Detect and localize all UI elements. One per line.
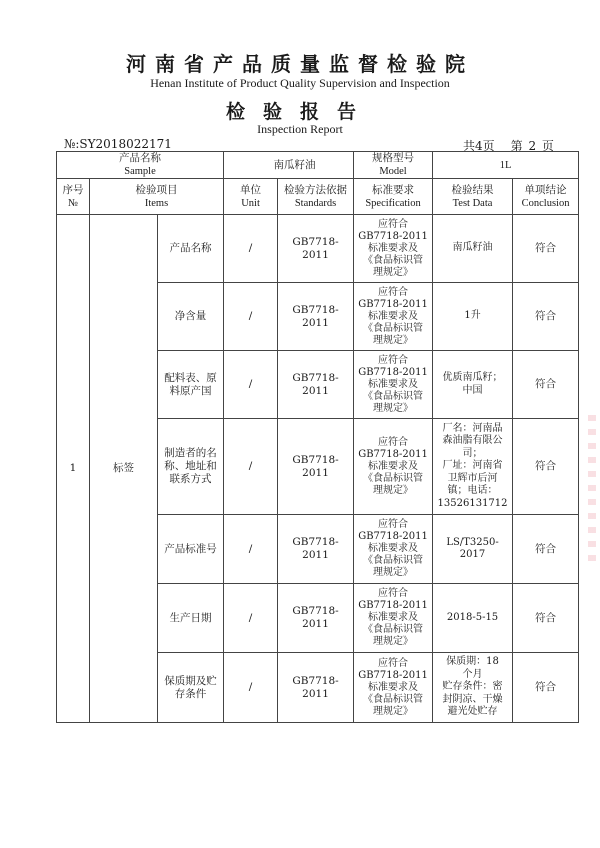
col-conclusion-cn: 单项结论 — [524, 183, 567, 196]
test-data-cell-line: 保质期：18 — [446, 656, 499, 668]
specification-cell-line: 应符合 — [378, 519, 409, 530]
sub-item — [158, 351, 224, 419]
specification-cell-line: 应符合 — [378, 286, 409, 298]
sub-item-line: 产品名称 — [169, 242, 212, 254]
total-pages: 共4页 — [463, 139, 495, 153]
col-unit-cn: 单位 — [240, 183, 262, 196]
model-label-cell — [354, 152, 433, 179]
unit-cell: / — [224, 283, 278, 351]
col-unit-en: Unit — [241, 197, 260, 209]
conclusion-cell: 符合 — [513, 215, 579, 283]
sub-item-line: 存条件 — [174, 687, 207, 700]
specification-cell-line: GB7718-2011 — [358, 366, 428, 378]
sample-label-cell — [57, 152, 224, 179]
conclusion-cell: 符合 — [513, 584, 579, 653]
test-data-cell-line: LS/T3250- — [446, 536, 499, 548]
specification-cell-line: 理规定》 — [373, 636, 414, 647]
col-conclusion — [513, 179, 579, 215]
col-result-cn: 检验结果 — [451, 183, 494, 196]
specification-cell-line: 《食品标识管 — [363, 254, 424, 266]
col-items-en: Items — [144, 197, 169, 209]
specification-cell-line: 理规定》 — [373, 567, 414, 578]
table-row — [57, 215, 579, 283]
specification-cell-line: 应符合 — [378, 218, 409, 230]
specification-cell-line: 标准要求及 — [368, 460, 419, 472]
unit-cell: / — [224, 653, 278, 723]
col-unit — [224, 179, 278, 215]
standard-cell: GB7718-2011 — [278, 351, 354, 419]
test-data-cell — [433, 584, 513, 653]
specification-cell-line: GB7718-2011 — [358, 600, 428, 611]
standard-cell: GB7718-2011 — [278, 215, 354, 283]
institute-name-en: Henan Institute of Product Quality Supervision and Inspection — [150, 76, 450, 90]
model-label-en: Model — [379, 166, 407, 177]
conclusion-cell: 符合 — [513, 515, 579, 584]
sub-item — [158, 215, 224, 283]
test-data-cell-line: 13526131712 — [437, 497, 508, 509]
unit-cell: / — [224, 584, 278, 653]
sample-label-en: Sample — [124, 166, 156, 177]
sub-item-line: 产品标准号 — [164, 542, 217, 555]
test-data-cell — [433, 653, 513, 723]
specification-cell-line: 标准要求及 — [368, 681, 419, 693]
column-header-row — [57, 179, 579, 215]
conclusion-cell: 符合 — [513, 351, 579, 419]
test-data-cell-line: 司； — [462, 447, 483, 459]
col-items — [90, 179, 224, 215]
test-data-cell-line: 厂名：河南晶 — [442, 422, 503, 434]
test-data-cell — [433, 515, 513, 584]
sample-row — [57, 152, 579, 179]
group-name: 标签 — [90, 215, 158, 723]
test-data-cell-line: 避光处贮存 — [447, 706, 498, 718]
model-label-cn: 规格型号 — [372, 152, 415, 164]
col-spec-cn: 标准要求 — [372, 183, 415, 196]
standard-cell: GB7718-2011 — [278, 515, 354, 584]
sample-label-cn: 产品名称 — [119, 152, 162, 164]
specification-cell-line: 《食品标识管 — [363, 322, 424, 334]
test-data-cell-line: 1升 — [464, 310, 481, 322]
test-data-cell-line: 卫辉市后河 — [447, 472, 498, 484]
sub-item-line: 保质期及贮 — [164, 674, 217, 687]
test-data-cell-line: 封阴凉、干燥 — [442, 693, 503, 705]
sub-item-line: 配料表、原 — [164, 371, 217, 384]
specification-cell-line: 理规定》 — [373, 266, 414, 278]
sub-item-line: 净含量 — [174, 310, 207, 322]
specification-cell-line: 理规定》 — [373, 484, 414, 496]
col-result — [433, 179, 513, 215]
specification-cell-line: 应符合 — [378, 354, 409, 366]
test-data-cell-line: 2018-5-15 — [446, 611, 499, 623]
institute-name-cn: 河南省产品质量监督检验院 — [126, 52, 474, 76]
sample-value: 南瓜籽油 — [224, 152, 354, 179]
specification-cell-line: 理规定》 — [373, 334, 414, 346]
sub-item-line: 制造者的名 — [164, 447, 217, 459]
test-data-cell-line: 南瓜籽油 — [452, 242, 493, 254]
specification-cell-line: 理规定》 — [373, 705, 414, 717]
col-conclusion-en: Conclusion — [521, 197, 570, 209]
specification-cell-line: 《食品标识管 — [363, 472, 424, 484]
standard-cell: GB7718-2011 — [278, 419, 354, 515]
report-title-cn: 检验报告 — [225, 101, 374, 123]
specification-cell-line: 标准要求及 — [368, 378, 419, 390]
specification-cell-line: GB7718-2011 — [358, 298, 428, 310]
inspection-table — [56, 151, 579, 723]
specification-cell — [354, 283, 433, 351]
specification-cell — [354, 653, 433, 723]
col-no-cn: 序号 — [62, 183, 84, 196]
sub-item — [158, 283, 224, 351]
model-value: 1L — [433, 152, 579, 179]
specification-cell — [354, 515, 433, 584]
unit-cell: / — [224, 515, 278, 584]
test-data-cell-line: 个月 — [462, 668, 483, 680]
specification-cell — [354, 351, 433, 419]
specification-cell-line: 应符合 — [378, 657, 409, 669]
test-data-cell — [433, 351, 513, 419]
col-result-en: Test Data — [452, 197, 493, 209]
specification-cell-line: 标准要求及 — [368, 612, 419, 623]
standard-cell: GB7718-2011 — [278, 283, 354, 351]
sub-item-line: 称、地址和 — [164, 460, 217, 472]
specification-cell-line: GB7718-2011 — [358, 448, 428, 460]
col-standards-en: Standards — [294, 197, 337, 209]
specification-cell-line: 应符合 — [378, 588, 409, 599]
test-data-cell — [433, 215, 513, 283]
col-no-en: № — [67, 197, 79, 209]
seam-stamp — [588, 415, 596, 565]
col-standards — [278, 179, 354, 215]
sub-item — [158, 584, 224, 653]
standard-cell: GB7718-2011 — [278, 653, 354, 723]
specification-cell — [354, 419, 433, 515]
col-items-cn: 检验项目 — [135, 183, 178, 196]
specification-cell-line: 《食品标识管 — [363, 390, 424, 402]
col-no — [57, 179, 90, 215]
conclusion-cell: 符合 — [513, 653, 579, 723]
unit-cell: / — [224, 419, 278, 515]
specification-cell-line: GB7718-2011 — [358, 531, 428, 542]
sub-item-line: 生产日期 — [169, 611, 212, 624]
group-number: 1 — [57, 215, 90, 723]
test-data-cell — [433, 419, 513, 515]
page-number: 第 2 页 — [510, 139, 554, 153]
test-data-cell-line: 森油脂有限公 — [442, 435, 503, 447]
specification-cell-line: 标准要求及 — [368, 543, 419, 554]
col-standards-cn: 检验方法依据 — [284, 183, 348, 196]
specification-cell-line: 标准要求及 — [368, 242, 419, 254]
test-data-cell-line: 贮存条件：密 — [442, 681, 503, 693]
sub-item-line: 料原产国 — [169, 384, 212, 397]
test-data-cell-line: 中国 — [462, 384, 483, 396]
sub-item — [158, 653, 224, 723]
unit-cell: / — [224, 215, 278, 283]
sub-item-line: 联系方式 — [169, 473, 212, 485]
specification-cell-line: 《食品标识管 — [363, 624, 424, 635]
specification-cell — [354, 584, 433, 653]
col-spec — [354, 179, 433, 215]
conclusion-cell: 符合 — [513, 283, 579, 351]
test-data-cell-line: 厂址：河南省 — [442, 460, 503, 472]
specification-cell-line: 理规定》 — [373, 402, 414, 414]
specification-cell-line: GB7718-2011 — [358, 669, 428, 681]
standard-cell: GB7718-2011 — [278, 584, 354, 653]
report-title-en: Inspection Report — [257, 122, 343, 136]
specification-cell-line: 《食品标识管 — [363, 693, 424, 705]
specification-cell-line: 《食品标识管 — [363, 555, 424, 566]
sub-item — [158, 419, 224, 515]
specification-cell — [354, 215, 433, 283]
conclusion-cell: 符合 — [513, 419, 579, 515]
unit-cell: / — [224, 351, 278, 419]
col-spec-en: Specification — [365, 197, 421, 209]
test-data-cell-line: 优质南瓜籽； — [442, 372, 503, 383]
test-data-cell-line: 镇；电话： — [447, 485, 498, 497]
specification-cell-line: GB7718-2011 — [358, 230, 428, 242]
report-number: №:SY2018022171 — [64, 137, 172, 151]
sub-item — [158, 515, 224, 584]
test-data-cell — [433, 283, 513, 351]
specification-cell-line: 应符合 — [378, 436, 409, 448]
specification-cell-line: 标准要求及 — [368, 310, 419, 322]
test-data-cell-line: 2017 — [459, 549, 486, 560]
